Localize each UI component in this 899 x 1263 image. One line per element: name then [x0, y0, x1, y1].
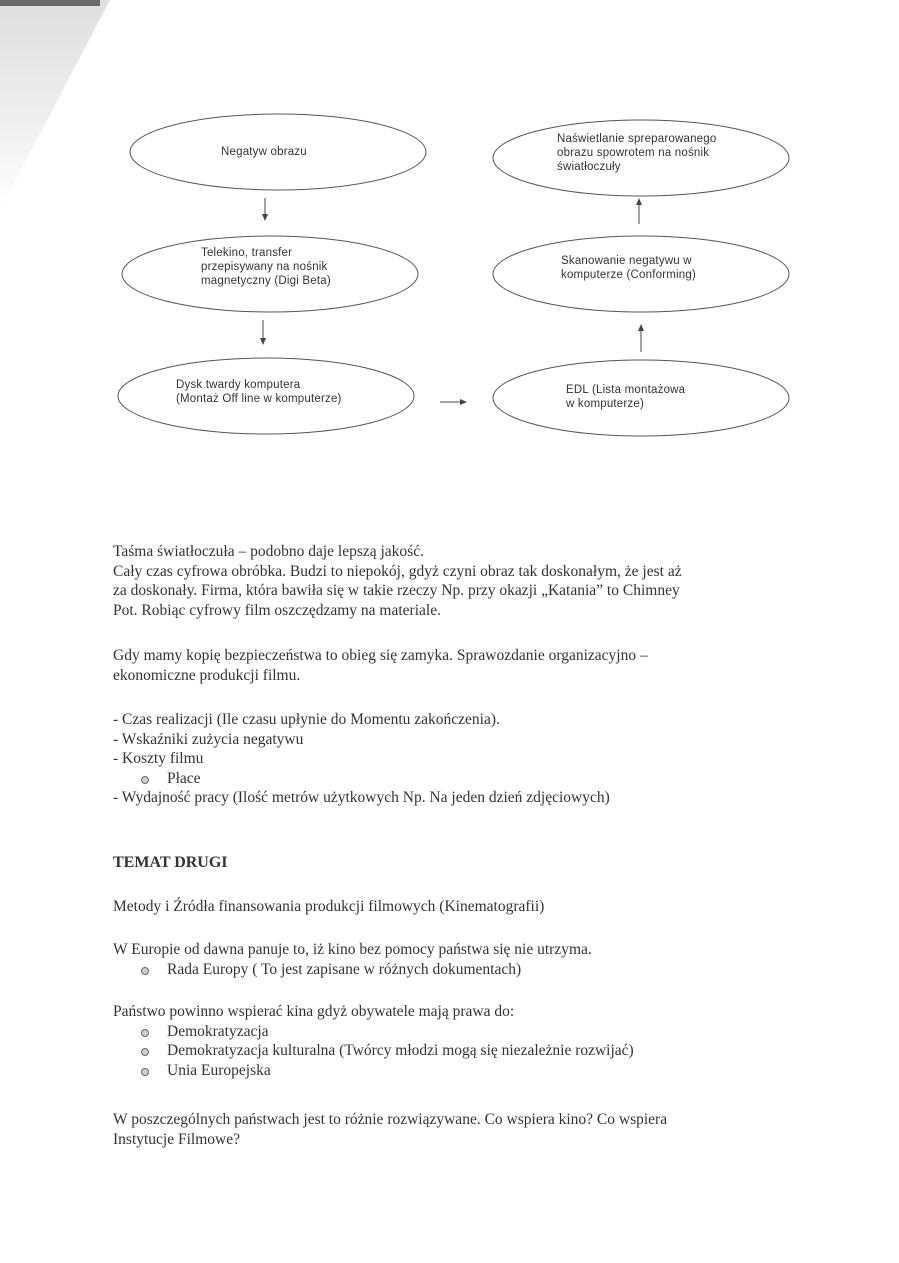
list-item: - Wydajność pracy (Ilość metrów użytkowych Np. Na jeden dzień zdjęciowych): [113, 789, 610, 806]
paragraph-line: W Europie od dawna panuje to, iż kino bez pomocy państwa się nie utrzyma.: [113, 941, 592, 958]
section-heading: TEMAT DRUGI: [113, 854, 228, 871]
node-skanowanie-label: Skanowanie negatywu w komputerze (Conforming): [561, 255, 696, 281]
paragraph-tasma: [113, 542, 793, 620]
paragraph-kopia: [113, 646, 793, 685]
flowchart: [0, 0, 899, 460]
bullet-text: Rada Europy ( To jest zapisane w różnych dokumentach): [167, 960, 522, 978]
node-telekino-label: Telekino, transfer przepisywany na nośnik magnetyczny (Digi Beta): [201, 247, 331, 287]
list-item: - Czas realizacji (Ile czasu upłynie do Momentu zakończenia).: [113, 711, 500, 728]
paragraph-line: Instytucje Filmowe?: [113, 1130, 240, 1148]
list-item: - Koszty filmu: [113, 750, 204, 767]
bullet-item: [113, 1041, 793, 1061]
paragraph-line: ekonomiczne produkcji filmu.: [113, 666, 301, 684]
list-item: - Wskaźniki zużycia negatywu: [113, 730, 304, 748]
bullet-list: [113, 1022, 793, 1081]
paragraph-line: Cały czas cyfrowa obróbka. Budzi to niepokój, gdyż czyni obraz tak doskonałym, że jest aż: [113, 562, 682, 580]
paragraph-line: Taśma światłoczuła – podobno daje lepszą jakość.: [113, 543, 424, 560]
list-sprawozdanie: [113, 710, 793, 808]
paragraph-panstwo: [113, 1002, 793, 1080]
paragraph-line: za doskonały. Firma, która bawiła się w takie rzeczy Np. przy okazji „Katania” to Chimney: [113, 582, 680, 599]
node-naswietlanie-label: Naświetlanie spreparowanego obrazu spowrotem na nośnik światłoczuły: [557, 133, 717, 173]
bullet-text: Demokratyzacja: [167, 1022, 269, 1040]
bullet-text: Unia Europejska: [167, 1061, 271, 1079]
bullet-item: [113, 1061, 793, 1081]
bullet-text: Płace: [167, 769, 201, 787]
bullet-icon: [141, 1029, 149, 1037]
bullet-list: [113, 769, 793, 789]
bullet-item: [113, 960, 793, 980]
paragraph-line: Państwo powinno wspierać kina gdyż obywatele mają prawa do:: [113, 1003, 515, 1020]
flowchart-shapes: [0, 0, 899, 460]
bullet-item: [113, 769, 793, 789]
node-negatyw-label: Negatyw obrazu: [221, 146, 307, 158]
paragraph-line: W poszczególnych państwach jest to różnie rozwiązywane. Co wspiera kino? Co wspiera: [113, 1111, 668, 1128]
paragraph-metody: Metody i Źródła finansowania produkcji filmowych (Kinematografii): [113, 898, 545, 915]
node-dysk-label: Dysk twardy komputera (Montaż Off line w komputerze): [176, 379, 342, 405]
bullet-item: [113, 1022, 793, 1042]
bullet-icon: [141, 967, 149, 975]
node-edl-label: EDL (Lista montażowa w komputerze): [566, 384, 686, 410]
bullet-icon: [141, 1048, 149, 1056]
paragraph-line: Pot. Robiąc cyfrowy film oszczędzamy na materiale.: [113, 601, 441, 619]
bullet-icon: [141, 1068, 149, 1076]
paragraph-panstwa: [113, 1110, 793, 1149]
bullet-text: Demokratyzacja kulturalna (Twórcy młodzi mogą się niezależnie rozwijać): [167, 1042, 634, 1059]
paragraph-line: Gdy mamy kopię bezpieczeństwa to obieg się zamyka. Sprawozdanie organizacyjno –: [113, 647, 648, 664]
bullet-icon: [141, 776, 149, 784]
paragraph-europa: [113, 940, 793, 979]
bullet-list: [113, 960, 793, 980]
